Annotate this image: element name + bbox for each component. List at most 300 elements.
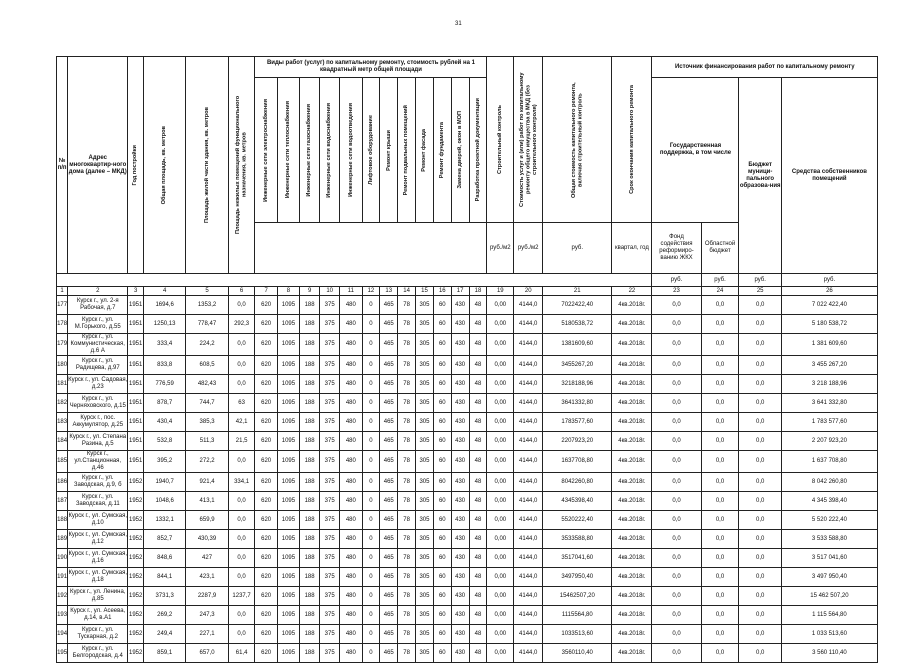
- table-row: [57, 473, 878, 492]
- row-unit-cost: 4144,0: [514, 432, 543, 451]
- row-work-cost: 375: [320, 606, 340, 625]
- row-year: 1952: [128, 625, 144, 644]
- row-work-cost: 305: [416, 296, 434, 315]
- header-work-electric: Инженерные сети электроснабжения: [262, 98, 269, 202]
- row-regional: 0,0: [701, 530, 739, 549]
- row-work-cost: 375: [320, 625, 340, 644]
- row-address: Курск г., ул. 2-я Рабочая, д.7: [68, 296, 128, 315]
- row-municipal: 0,0: [739, 473, 781, 492]
- row-regional: 0,0: [701, 644, 739, 663]
- row-unit-cost: 4144,0: [514, 511, 543, 530]
- header-work-gas-cell: [300, 78, 320, 223]
- row-unit-cost: 4144,0: [514, 492, 543, 511]
- row-work-cost: 1095: [277, 451, 299, 473]
- row-work-cost: 188: [300, 644, 320, 663]
- row-work-cost: 430: [451, 394, 469, 413]
- row-total-cost: 2207923,20: [543, 432, 612, 451]
- row-living-area: 778,47: [186, 315, 228, 334]
- row-work-cost: 305: [416, 334, 434, 356]
- row-work-cost: 375: [320, 568, 340, 587]
- row-unit-cost: 4144,0: [514, 394, 543, 413]
- row-work-cost: 1095: [277, 606, 299, 625]
- row-work-cost: 188: [300, 375, 320, 394]
- row-work-cost: 0: [362, 432, 380, 451]
- row-work-cost: 78: [398, 530, 416, 549]
- row-work-cost: 480: [340, 413, 362, 432]
- row-total-cost: 3497950,40: [543, 568, 612, 587]
- row-owners: 2 207 923,20: [781, 432, 877, 451]
- row-work-cost: 430: [451, 334, 469, 356]
- row-term: 4кв.2018г.: [612, 606, 652, 625]
- row-total-area: 269,2: [143, 606, 185, 625]
- row-total-area: 776,59: [143, 375, 185, 394]
- row-work-cost: 465: [380, 606, 398, 625]
- row-total-cost: 1115564,80: [543, 606, 612, 625]
- row-work-cost: 1095: [277, 432, 299, 451]
- column-number: 10: [320, 287, 340, 296]
- row-work-cost: 375: [320, 511, 340, 530]
- row-work-cost: 620: [255, 473, 277, 492]
- row-work-cost: 620: [255, 606, 277, 625]
- column-number: 2: [68, 287, 128, 296]
- row-living-area: 921,4: [186, 473, 228, 492]
- units-spacer: [255, 223, 487, 274]
- row-total-cost: 3455267,20: [543, 356, 612, 375]
- row-number: 182: [57, 394, 68, 413]
- row-owners: 3 455 267,20: [781, 356, 877, 375]
- row-work-cost: 78: [398, 413, 416, 432]
- header-work-doors: Замена дверей, окон в МОП: [456, 111, 463, 189]
- row-total-area: 1048,6: [143, 492, 185, 511]
- row-work-cost: 0: [362, 511, 380, 530]
- row-address: Курск г., ул. Коммунистическая, д.6 А: [68, 334, 128, 356]
- row-work-cost: 620: [255, 394, 277, 413]
- row-term: 4кв.2018г.: [612, 511, 652, 530]
- table-body: [57, 296, 878, 663]
- header-work-foundation-cell: [433, 78, 451, 223]
- unit-cell: руб./м2: [514, 223, 543, 274]
- column-number: 15: [416, 287, 434, 296]
- header-unit-cost-cell: [514, 57, 543, 223]
- header-work-electric-cell: [255, 78, 277, 223]
- row-work-cost: 0: [362, 375, 380, 394]
- row-work-cost: 0,00: [487, 644, 514, 663]
- row-number: 187: [57, 492, 68, 511]
- table-row: [57, 394, 878, 413]
- row-work-cost: 48: [469, 296, 487, 315]
- row-total-area: 3731,3: [143, 587, 185, 606]
- row-nonliving-area: 334,1: [228, 473, 255, 492]
- row-work-cost: 375: [320, 394, 340, 413]
- row-work-cost: 60: [433, 606, 451, 625]
- row-work-cost: 305: [416, 606, 434, 625]
- row-work-cost: 465: [380, 530, 398, 549]
- row-regional: 0,0: [701, 334, 739, 356]
- column-number: 14: [398, 287, 416, 296]
- row-municipal: 0,0: [739, 587, 781, 606]
- row-nonliving-area: 0,0: [228, 296, 255, 315]
- header-nonliving-area-cell: [228, 57, 255, 274]
- header-work-basement: Ремонт подвальных помещений: [403, 104, 410, 196]
- row-unit-cost: 4144,0: [514, 473, 543, 492]
- row-work-cost: 620: [255, 451, 277, 473]
- row-nonliving-area: 0,0: [228, 375, 255, 394]
- row-total-area: 395,2: [143, 451, 185, 473]
- unit-cell: руб.: [652, 274, 701, 287]
- row-work-cost: 0,00: [487, 530, 514, 549]
- row-unit-cost: 4144,0: [514, 356, 543, 375]
- row-total-area: 333,4: [143, 334, 185, 356]
- header-work-facade-cell: [416, 78, 434, 223]
- row-work-cost: 430: [451, 375, 469, 394]
- table-row: [57, 315, 878, 334]
- row-work-cost: 305: [416, 549, 434, 568]
- row-address: Курск г., пос. Аккумулятор, д.25: [68, 413, 128, 432]
- row-work-cost: 375: [320, 451, 340, 473]
- row-work-cost: 375: [320, 492, 340, 511]
- row-fund: 0,0: [652, 375, 701, 394]
- row-work-cost: 305: [416, 473, 434, 492]
- row-work-cost: 48: [469, 568, 487, 587]
- row-work-cost: 78: [398, 606, 416, 625]
- row-work-cost: 465: [380, 587, 398, 606]
- row-work-cost: 620: [255, 644, 277, 663]
- row-nonliving-area: 292,3: [228, 315, 255, 334]
- row-work-cost: 465: [380, 625, 398, 644]
- row-year: 1952: [128, 492, 144, 511]
- row-work-cost: 78: [398, 432, 416, 451]
- row-total-area: 1250,13: [143, 315, 185, 334]
- row-work-cost: 0: [362, 549, 380, 568]
- row-fund: 0,0: [652, 334, 701, 356]
- row-work-cost: 430: [451, 451, 469, 473]
- row-fund: 0,0: [652, 432, 701, 451]
- row-work-cost: 1095: [277, 394, 299, 413]
- row-nonliving-area: 1237,7: [228, 587, 255, 606]
- row-work-cost: 430: [451, 606, 469, 625]
- column-numbers-row: [57, 287, 878, 296]
- row-municipal: 0,0: [739, 451, 781, 473]
- row-work-cost: 375: [320, 549, 340, 568]
- row-work-cost: 0,00: [487, 375, 514, 394]
- row-number: 185: [57, 451, 68, 473]
- row-work-cost: 375: [320, 413, 340, 432]
- row-work-cost: 0,00: [487, 625, 514, 644]
- row-total-area: 249,4: [143, 625, 185, 644]
- row-living-area: 385,3: [186, 413, 228, 432]
- row-work-cost: 430: [451, 587, 469, 606]
- row-municipal: 0,0: [739, 644, 781, 663]
- row-work-cost: 48: [469, 413, 487, 432]
- row-work-cost: 0: [362, 606, 380, 625]
- row-work-cost: 0: [362, 356, 380, 375]
- row-work-cost: 60: [433, 511, 451, 530]
- row-number: 181: [57, 375, 68, 394]
- row-work-cost: 1095: [277, 511, 299, 530]
- row-work-cost: 620: [255, 296, 277, 315]
- row-total-area: 1694,6: [143, 296, 185, 315]
- header-work-sewage-cell: [340, 78, 362, 223]
- row-fund: 0,0: [652, 492, 701, 511]
- header-works-group: Виды работ (услуг) по капитальному ремонту, стоимость рублей на 1 квадратный метр общей площади: [255, 57, 487, 78]
- row-work-cost: 620: [255, 413, 277, 432]
- row-work-cost: 60: [433, 625, 451, 644]
- table-row: [57, 413, 878, 432]
- row-work-cost: 0,00: [487, 568, 514, 587]
- row-work-cost: 430: [451, 492, 469, 511]
- row-living-area: 1353,2: [186, 296, 228, 315]
- row-work-cost: 480: [340, 587, 362, 606]
- row-work-cost: 0: [362, 334, 380, 356]
- row-work-cost: 1095: [277, 530, 299, 549]
- row-work-cost: 480: [340, 473, 362, 492]
- row-work-cost: 0: [362, 451, 380, 473]
- row-living-area: 657,0: [186, 644, 228, 663]
- row-address: Курск г., ул. Радищева, д.97: [68, 356, 128, 375]
- row-work-cost: 0: [362, 413, 380, 432]
- row-unit-cost: 4144,0: [514, 530, 543, 549]
- row-work-cost: 480: [340, 492, 362, 511]
- row-regional: 0,0: [701, 625, 739, 644]
- header-work-construction-control-cell: [487, 57, 514, 223]
- header-total-area-cell: [143, 57, 185, 274]
- header-work-basement-cell: [398, 78, 416, 223]
- row-work-cost: 430: [451, 315, 469, 334]
- row-owners: 1 381 609,60: [781, 334, 877, 356]
- row-work-cost: 305: [416, 511, 434, 530]
- row-fund: 0,0: [652, 413, 701, 432]
- row-regional: 0,0: [701, 511, 739, 530]
- row-term: 4кв.2018г.: [612, 451, 652, 473]
- row-term: 4кв.2018г.: [612, 625, 652, 644]
- row-nonliving-area: 0,0: [228, 334, 255, 356]
- row-address: Курск г., ул. Тускарная, д.2: [68, 625, 128, 644]
- row-work-cost: 480: [340, 530, 362, 549]
- column-number: 8: [277, 287, 299, 296]
- row-address: Курск г., ул. Асеева, д.14, в.А1: [68, 606, 128, 625]
- row-work-cost: 48: [469, 587, 487, 606]
- row-regional: 0,0: [701, 587, 739, 606]
- row-term: 4кв.2018г.: [612, 296, 652, 315]
- column-number: 6: [228, 287, 255, 296]
- row-work-cost: 430: [451, 413, 469, 432]
- row-address: Курск г., ул. Сумская, д.18: [68, 568, 128, 587]
- header-work-water: Инженерные сети водоснабжения: [326, 102, 333, 198]
- row-work-cost: 465: [380, 492, 398, 511]
- row-work-cost: 188: [300, 334, 320, 356]
- header-work-facade: Ремонт фасада: [421, 128, 428, 172]
- row-municipal: 0,0: [739, 530, 781, 549]
- column-number: 4: [143, 287, 185, 296]
- row-work-cost: 465: [380, 451, 398, 473]
- header-year-cell: [128, 57, 144, 274]
- row-work-cost: 305: [416, 451, 434, 473]
- row-number: 178: [57, 315, 68, 334]
- row-work-cost: 1095: [277, 549, 299, 568]
- row-work-cost: 305: [416, 413, 434, 432]
- row-total-area: 852,7: [143, 530, 185, 549]
- row-work-cost: 78: [398, 451, 416, 473]
- header-owners: Средства собственников помещений: [781, 78, 877, 274]
- row-fund: 0,0: [652, 530, 701, 549]
- row-municipal: 0,0: [739, 492, 781, 511]
- row-municipal: 0,0: [739, 334, 781, 356]
- row-work-cost: 465: [380, 568, 398, 587]
- row-work-cost: 1095: [277, 375, 299, 394]
- row-total-cost: 1783577,60: [543, 413, 612, 432]
- row-municipal: 0,0: [739, 432, 781, 451]
- row-number: 180: [57, 356, 68, 375]
- row-number: 183: [57, 413, 68, 432]
- row-work-cost: 188: [300, 492, 320, 511]
- row-fund: 0,0: [652, 511, 701, 530]
- row-address: Курск г., ул. Ленина, д.85: [68, 587, 128, 606]
- row-regional: 0,0: [701, 413, 739, 432]
- row-term: 4кв.2018г.: [612, 334, 652, 356]
- row-work-cost: 188: [300, 296, 320, 315]
- units-spacer: [57, 274, 652, 287]
- row-term: 4кв.2018г.: [612, 394, 652, 413]
- header-living-area: Площадь жилой части здания, кв. метров: [203, 106, 210, 224]
- row-work-cost: 0,00: [487, 511, 514, 530]
- row-work-cost: 480: [340, 356, 362, 375]
- row-total-area: 430,4: [143, 413, 185, 432]
- row-work-cost: 188: [300, 451, 320, 473]
- row-owners: 3 641 332,80: [781, 394, 877, 413]
- row-living-area: 427: [186, 549, 228, 568]
- row-address: Курск г., ул. Сумская, д.12: [68, 530, 128, 549]
- row-unit-cost: 4144,0: [514, 549, 543, 568]
- header-work-design: Разработка проектной документации: [474, 98, 481, 202]
- row-work-cost: 188: [300, 394, 320, 413]
- row-total-cost: 5180538,72: [543, 315, 612, 334]
- row-living-area: 227,1: [186, 625, 228, 644]
- header-work-heating-cell: [277, 78, 299, 223]
- row-work-cost: 1095: [277, 473, 299, 492]
- column-number: 24: [701, 287, 739, 296]
- row-total-cost: 3517041,60: [543, 549, 612, 568]
- header-state-support: Государственная поддержка, в том числе: [652, 78, 739, 223]
- row-regional: 0,0: [701, 568, 739, 587]
- row-nonliving-area: 63: [228, 394, 255, 413]
- row-municipal: 0,0: [739, 625, 781, 644]
- row-work-cost: 0,00: [487, 492, 514, 511]
- row-work-cost: 188: [300, 315, 320, 334]
- row-year: 1952: [128, 568, 144, 587]
- header-no: № п/п: [57, 57, 68, 274]
- row-work-cost: 60: [433, 451, 451, 473]
- row-term: 4кв.2018г.: [612, 587, 652, 606]
- row-year: 1951: [128, 315, 144, 334]
- row-work-cost: 0: [362, 296, 380, 315]
- row-work-cost: 465: [380, 549, 398, 568]
- row-number: 184: [57, 432, 68, 451]
- row-fund: 0,0: [652, 394, 701, 413]
- column-number: 13: [380, 287, 398, 296]
- row-work-cost: 1095: [277, 587, 299, 606]
- row-living-area: 511,3: [186, 432, 228, 451]
- row-work-cost: 188: [300, 549, 320, 568]
- row-fund: 0,0: [652, 606, 701, 625]
- row-term: 4кв.2018г.: [612, 375, 652, 394]
- row-work-cost: 375: [320, 644, 340, 663]
- row-work-cost: 0,00: [487, 432, 514, 451]
- table-row: [57, 530, 878, 549]
- row-work-cost: 0,00: [487, 451, 514, 473]
- row-work-cost: 430: [451, 625, 469, 644]
- row-year: 1952: [128, 549, 144, 568]
- row-address: Курск г., ул. Степана Разина, д.5: [68, 432, 128, 451]
- row-work-cost: 0: [362, 568, 380, 587]
- row-work-cost: 480: [340, 375, 362, 394]
- row-work-cost: 620: [255, 375, 277, 394]
- row-work-cost: 375: [320, 375, 340, 394]
- row-work-cost: 465: [380, 334, 398, 356]
- column-number: 21: [543, 287, 612, 296]
- header-regional: Областной бюджет: [701, 223, 739, 274]
- row-work-cost: 465: [380, 375, 398, 394]
- row-work-cost: 1095: [277, 644, 299, 663]
- row-total-area: 859,1: [143, 644, 185, 663]
- column-number: 18: [469, 287, 487, 296]
- row-work-cost: 1095: [277, 334, 299, 356]
- row-address: Курск г., ул.Станционная, д.46: [68, 451, 128, 473]
- row-year: 1951: [128, 356, 144, 375]
- row-work-cost: 1095: [277, 296, 299, 315]
- row-number: 188: [57, 511, 68, 530]
- row-municipal: 0,0: [739, 356, 781, 375]
- unit-cell: руб.: [543, 223, 612, 274]
- row-nonliving-area: 0,0: [228, 530, 255, 549]
- row-work-cost: 188: [300, 511, 320, 530]
- row-work-cost: 78: [398, 587, 416, 606]
- row-work-cost: 78: [398, 549, 416, 568]
- row-municipal: 0,0: [739, 394, 781, 413]
- row-work-cost: 480: [340, 432, 362, 451]
- row-work-cost: 0: [362, 530, 380, 549]
- row-work-cost: 375: [320, 587, 340, 606]
- row-work-cost: 0: [362, 644, 380, 663]
- row-year: 1951: [128, 394, 144, 413]
- row-work-cost: 48: [469, 394, 487, 413]
- row-number: 179: [57, 334, 68, 356]
- row-term: 4кв.2018г.: [612, 549, 652, 568]
- row-work-cost: 0: [362, 625, 380, 644]
- row-municipal: 0,0: [739, 568, 781, 587]
- row-work-cost: 465: [380, 473, 398, 492]
- row-number: 192: [57, 587, 68, 606]
- row-fund: 0,0: [652, 549, 701, 568]
- row-work-cost: 620: [255, 568, 277, 587]
- row-living-area: 224,2: [186, 334, 228, 356]
- table-row: [57, 334, 878, 356]
- row-term: 4кв.2018г.: [612, 530, 652, 549]
- row-work-cost: 0,00: [487, 413, 514, 432]
- row-work-cost: 60: [433, 413, 451, 432]
- row-total-area: 844,1: [143, 568, 185, 587]
- row-living-area: 413,1: [186, 492, 228, 511]
- header-unit-cost: Стоимость услуг и (или) работ по капитальному ремонту общего имущества в МКД (без строительного контроля): [518, 72, 538, 207]
- row-work-cost: 1095: [277, 625, 299, 644]
- row-work-cost: 60: [433, 432, 451, 451]
- row-work-cost: 465: [380, 511, 398, 530]
- row-address: Курск г., ул. Сумская, д.16: [68, 549, 128, 568]
- row-address: Курск г., ул. Сумская, д.10: [68, 511, 128, 530]
- row-work-cost: 430: [451, 511, 469, 530]
- row-work-cost: 620: [255, 511, 277, 530]
- row-work-cost: 480: [340, 511, 362, 530]
- unit-cell: руб./м2: [487, 223, 514, 274]
